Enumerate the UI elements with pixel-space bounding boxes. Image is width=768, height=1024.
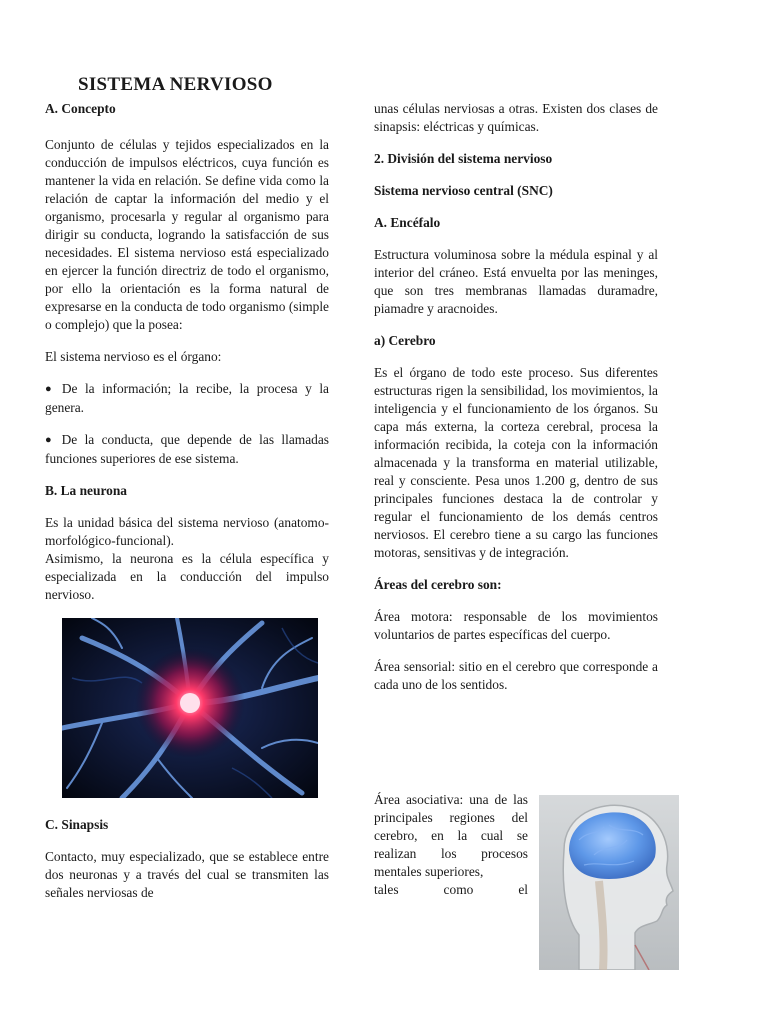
bullet-item-informacion	[45, 380, 329, 417]
division-heading: 2. División del sistema nervioso	[374, 151, 553, 166]
cerebro-heading: a) Cerebro	[374, 333, 436, 348]
area-asociativa-last-line: tales como el	[374, 882, 528, 897]
sinapsis-continuation: unas células nerviosas a otras. Existen dos clases de sinapsis: eléctricas y químicas.	[374, 101, 658, 134]
area-motora-paragraph: Área motora: responsable de los movimientos voluntarios de partes específicas del cuerpo.	[374, 609, 658, 642]
bullet-item-conducta	[45, 431, 329, 468]
sinapsis-paragraph: Contacto, muy especializado, que se establece entre dos neuronas y a través del cual se transmiten las señales nerviosas de	[45, 849, 329, 900]
neuron-image	[62, 618, 318, 798]
neurona-paragraph-2: Asimismo, la neurona es la célula específica y especializada en la conducción del impulso nervioso.	[45, 551, 329, 602]
area-sensorial-paragraph: Área sensorial: sitio en el cerebro que corresponde a cada uno de los sentidos.	[374, 659, 658, 692]
concepto-paragraph: Conjunto de células y tejidos especializados en la conducción de impulsos eléctricos, cuya función es mantener la vida en relación. Se define vida como la relación de captar la información del medio y el organismo, procesarla y regular al organismo para dirigir su conducta, logrando la satisfacción de sus necesidades. El sistema nervioso está especializado en ejercer la función directriz de todo el organismo, por ello la orientación es la forma natural de expresarse en la conducta de todo organismo (simple o complejo) que la posea:	[45, 137, 329, 332]
organo-paragraph: El sistema nervioso es el órgano:	[45, 349, 222, 364]
bullet-text: De la conducta, que depende de las llamadas funciones superiores de ese sistema.	[45, 432, 329, 466]
area-asociativa-block	[374, 791, 528, 899]
area-asociativa-paragraph: Área asociativa: una de las principales regiones del cerebro, en la cual se realizan los procesos mentales superiores,	[374, 792, 528, 879]
concepto-heading: A. Concepto	[45, 101, 116, 116]
encefalo-heading: A. Encéfalo	[374, 215, 441, 230]
bullet-text: De la información; la recibe, la procesa y la genera.	[45, 381, 329, 415]
sinapsis-heading: C. Sinapsis	[45, 817, 109, 832]
neurona-paragraph-1: Es la unidad básica del sistema nervioso (anatomo-morfológico-funcional).	[45, 515, 329, 548]
right-column	[374, 100, 658, 708]
left-column	[45, 100, 329, 916]
snc-heading: Sistema nervioso central (SNC)	[374, 183, 553, 198]
cerebro-paragraph: Es el órgano de todo este proceso. Sus diferentes estructuras rigen la sensibilidad, los movimientos, la inteligencia y el funcionamiento de los órganos. Su capa más externa, la corteza cerebral, procesa la información recibida, la coteja con la información almacenada y la transforma en material utilizable, real y consciente. Pesa unos 1.200 g, dentro de sus principales funciones destaca la de controlar y regular el funcionamiento de los demás centros nerviosos. El cerebro tiene a su cargo las funciones motoras, sensitivas y de integración.	[374, 365, 658, 560]
page-title: SISTEMA NERVIOSO	[78, 74, 273, 95]
bullet-icon	[45, 381, 62, 396]
encefalo-paragraph: Estructura voluminosa sobre la médula espinal y al interior del cráneo. Está envuelta por las meninges, que son tres membranas llamadas duramadre, piamadre y aracnoides.	[374, 247, 658, 316]
bullet-icon	[45, 432, 62, 447]
head-image	[539, 795, 679, 970]
neurona-heading: B. La neurona	[45, 483, 127, 498]
areas-heading: Áreas del cerebro son:	[374, 577, 502, 592]
